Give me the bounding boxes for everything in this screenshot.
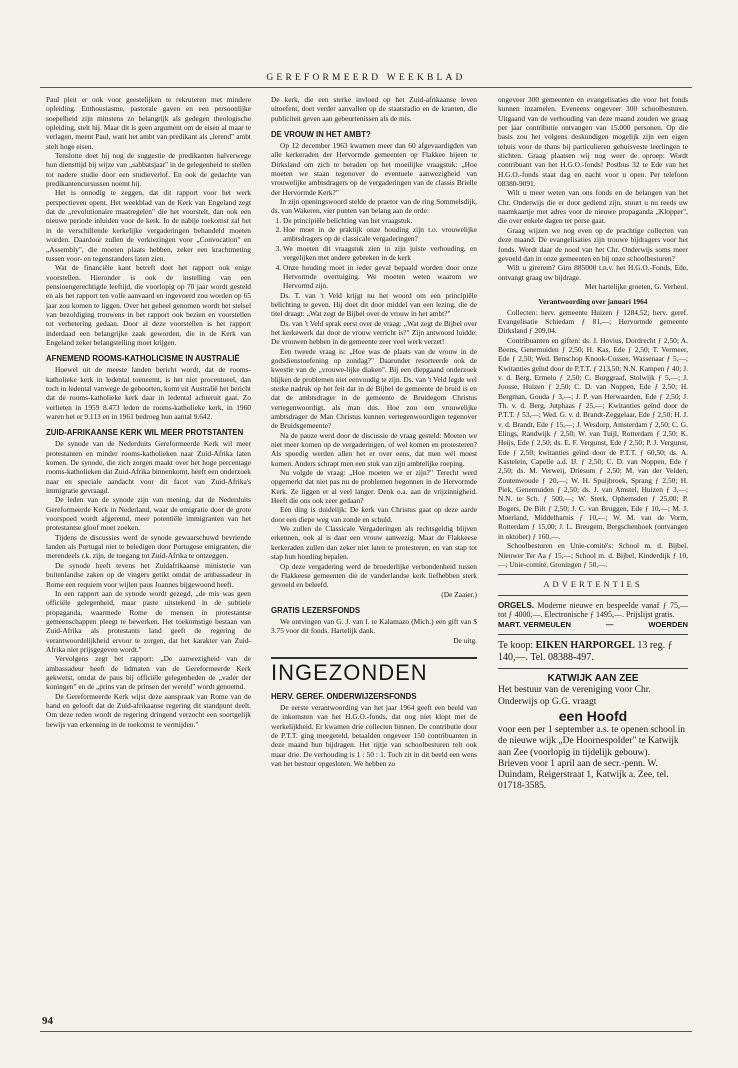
paragraph: ongeveer 300 gemeenten en evangelisaties die voor het fonds kunnen inzamelen. Eveneens ongeveer 300 schoolbesturen. Uitgaand van de verhouding van deze maand zouden we graag per jaar contributie ontvangen van 15.000 personen. Op die basis zou het volgens deskundigen mogelijk zijn een eigen tehuis voor de thans bij particulieren gehuisveste leerlingen te stichten. Graag plaatsen wij nog weer de oproep: Wordt contribuant van het H.G.O.-fonds! Postbus 32 te Ede van het H.G.O.-fonds staat dag en nacht voor u open. Per telefoon 08380-9091.	[498, 95, 688, 189]
paragraph: De kerk, die een sterke invloed op het Zuid-afrikaanse leven uitoefent, doet verder aanvallen op de staatsradio en de kranten, die publiciteit geven aan gebeurtenissen als de mis.	[271, 95, 477, 123]
paragraph: Hoewel uit de meeste landen bericht wordt, dat de rooms-katholieke kerk in ledental toeneemt, is het niet procentueel, dan toch in ledental vanwege de geboorten, komt uit Australië het bericht dat de rooms-katholieke kerk daar in ledental achteruit gaat. Zo verlieten in 1959 8.473 leden de rooms-katholieke kerk, in 1960 waren het er 9.113 en in 1961 bedroeg hun aantal 9.642.	[46, 365, 251, 421]
ad-harporgel-lead: Te koop:	[498, 640, 536, 652]
page-number: 94	[42, 1015, 53, 1027]
paragraph: Na de pauze werd door de discussie de vraag gesteld: Moeten we niet meer komen op de vergaderingen, of wel komen en protesteren? Als spoedig werden allen het er over eens, dat men wél moest komen. Anders schrapt men een stuk van zijn ambtelijke roeping.	[271, 430, 477, 468]
ads-divider	[498, 634, 688, 635]
paragraph: We zullen de Classicale Vergaderingen als rechtsgeldig blijven erkennen, ook al is daar een vrouw aanwezig. Maar de Flakkeese kerkeraden zullen dan zeker niet laten te protesteren, en van stap tot stap hun houding bepalen.	[271, 524, 477, 562]
ad-advertiser-place: WOERDEN	[648, 619, 688, 629]
paragraph: Collecten: herv. gemeente Huizen ƒ 1284,52; herv. geref. Evangelisatie Schiedam ƒ 81,—; Hervormde gemeente Dirksland ƒ 209,04.	[498, 307, 688, 336]
paragraph: Graag wijzen we nog even op de prachtige collecten van deze maand. De evangelisaties zijn trouwe bijdragers voor het fonds. Wordt daar de nood van het Chr. Onderwijs soms meer gevoeld dan in onze gemeenten en bij onze schoolbesturen?	[498, 225, 688, 263]
section-heading: DE VROUW IN HET AMBT?	[271, 130, 371, 140]
column-2	[271, 95, 477, 1000]
footer-divider	[40, 1031, 692, 1032]
ad-katwijk-intro: Het bestuur van de vereniging voor Chr. Onderwijs op G.G. vraagt	[498, 685, 651, 707]
numbered-list	[271, 216, 477, 291]
signature: Met hartelijke groeten, G. Verheul.	[584, 281, 688, 291]
ad-katwijk-position: een Hoofd	[558, 707, 628, 724]
paragraph: Ds. T. van 't Veld krijgt nu het woord om een principiële belichting te geven. Hij doet dit door middel van een lezing, die de titel draagt: „Wat zegt de Bijbel over de vrouw in het ambt?"	[271, 290, 477, 319]
paragraph: Wat de financiële kant betreft doet het rapport ook enige voorstellen. Hieronder is ook de instelling van een pensioengerechtigde leeftijd, die voorlopig op 70 jaar wordt gesteld en als het rapport ten volle aanvaard en ingevoerd zou worden op 65 jaar zou komen te liggen. Over het geheel genomen wordt het stelsel van bezoldiging trouwens in het rapport ook bezien en voorstellen tot verbetering gedaan. Door al deze voorstellen is het rapport inderdaad een belangrijke zaak geworden, die in de Kerk van Engeland zeker belangstelling moet krijgen.	[46, 263, 251, 347]
ad-katwijk-contact: Brieven voor 1 april aan de secr.-penn. W. Duindam, Reigerstraat 1, Katwijk a. Zee, tel. 01718-3585.	[498, 758, 669, 792]
ads-divider	[498, 595, 688, 596]
paragraph: Vervolgens zegt het rapport: „De aanwezigheid van de ambassadeur heeft de lidmaten van de Gereformeerde Kerk gekwetst, omdat de paus bij officiële gelegenheden de „vader der koningen" en de „prins van de prinsen der wereld" wordt genoemd.	[46, 654, 251, 692]
paragraph: We ontvingen van G. J. van I. te Kalamazo (Mich.) een gift van $ 3.75 voor dit fonds. Hartelijk dank.	[271, 616, 477, 636]
paragraph: Wilt u meer weten van ons fonds en de belangen van het Chr. Onderwijs die er door gediend zijn, stuurt u nu reeds uw naamkaartje met adres voor de nieuwe propaganda „Klopper", die over enkele dagen ter perse gaat.	[498, 188, 688, 226]
ingezonden-heading: INGEZONDEN	[271, 657, 477, 685]
list-item: 2. Hoe moet in de praktijk onze houding zijn t.o. vrouwelijke ambtsdragers op de classicale vergaderingen?	[283, 225, 477, 244]
ad-orgels-lead: ORGELS.	[498, 600, 535, 610]
paragraph: De eerste verantwoording van het jaar 1964 geeft een beeld van de inkomsten van het H.G.O.-fonds, dat nog niet klopt met de werkelijkheid. Er kwamen drie collecten binnen. De contributie door de P.T.T. ging meegeteld, betaalden ongeveer 150 contribuanten in deze maand hun bijdragen. Het rijtje van schoolbesturen telt ook maar drie. De verhouding is 1 : 50 : 1. Toch zit in dit beeld een wens van het bestuur opgesloten. We hebben zo	[271, 702, 477, 768]
paragraph: Nu volgde de vraag: „Hoe moeten we er zijn?" Terecht werd opgemerkt dat niet pas nu de problemen begonnen in de Hervormde Kerk. Ze liggen er al veel langer. Denk o.a. aan de vrijzinnigheid. Heeft die ons ook zeer gedaan?	[271, 468, 477, 506]
paragraph: Een tweede vraag is: „Hoe was de plaats van de vrouw in de godsdienstoefening op zondag?" Daaronder resorteerde ook de kwestie van de „vrouwe-lijke diaken". Bij een diepgaand onderzoek blijken de problemen niet eenvoudig te zijn. Ds. van 't Veld legde wel sterke nadruk op het feit dat in de Bijbel de gemeente de bruid is en dat de ambtsdrager in de gemeente de Bruidegom Christus vertegenwoordigt, als man dus. Hoe zou een vrouwelijke ambtsdrager de Man Christus kunnen vertegenwoordigen tegenover de Bruidsgemeente?	[271, 346, 477, 431]
section-heading: GRATIS LEZERSFONDS	[271, 605, 361, 615]
column-1	[46, 95, 251, 1005]
paragraph: Tijdens de discussies werd de synode gewaarschuwd bevriende landen als Portugal niet te beledigen door Portugese emigranten, die merendeels r.k. zijn, de toegang tot Zuid-Afrika te ontzeggen.	[46, 532, 251, 561]
paragraph: Eén ding is duidelijk: De kerk van Christus gaat op deze aarde door een diepe weg van zonde en schuld.	[271, 505, 477, 524]
paragraph: De synode van de Nederduits Gereformeerde Kerk wil meer protestanten en minder rooms-katholieken naar Zuid-Afrika laten komen. De synode, die zich zorgen maakt over het hoge percentage rooms-katholieken dat Zuid-Afrika binnenkomt, heeft een onderzoek naar en speciale aandacht voor dit facet van Zuid-Afrika's immigratie gevraagd.	[46, 439, 251, 496]
ad-orgels-text: Moderne nieuwe en bespeelde vanaf ƒ 75,— tot ƒ 4000,—. Electronische ƒ 1495,—. Prijslijst gratis.	[498, 600, 688, 620]
ad-orgels	[498, 601, 688, 620]
ad-katwijk-body: voor een per 1 september a.s. te openen school in de nieuwe wijk „De Hoornespolder" te Katwijk aan Zee (voorlopig in tijdelijk gebouw).	[498, 725, 686, 758]
paragraph: Tenslotte doet hij nog de suggestie de predikanten halverwege hun diensttijd bij wijze van „sabbatsjaar" in de gelegenheid te stellen tot nadere studie door een studieverlof. En ook de gedachte van predikantencursussen noemt hij.	[46, 151, 251, 189]
header-divider	[40, 87, 692, 88]
paragraph: Op 12 december 1963 kwamen meer dan 60 afgevaardigden van alle kerkeraden der Hervormde gemeenten op Flakkee bijeen te Dirksland om zich te beraden op het moeilijke vraagstuk: „Hoe moeten we staan tegenover de eventuele aanwezigheid van vrouwelijke ambtsdragers op de vergaderingen van de classis Brielle der Hervormde Kerk?"	[271, 141, 477, 197]
paragraph: De synode heeft tevens het Zuidafrikaanse ministerie van buitenlandse zaken op de vingers getikt omdat de ambassadeur in Rome een requiem voor wijlen paus Joannes bijgewoond heeft.	[46, 560, 251, 589]
paragraph: Schoolbesturen en Unie-comité's: School m. d. Bijbel, Nieuwer Ter Aa ƒ 15,—; School m. d. Bijbel, Kinderdijk ƒ 10,—; Unie-comité, Groningen ƒ 50,—.	[498, 541, 688, 569]
source-attribution: (De Zaaier.)	[441, 589, 477, 599]
ads-title: ADVERTENTIES	[543, 579, 643, 590]
accounts-heading: Verantwoording over januari 1964	[538, 297, 648, 307]
ad-harporgel-name: EIKEN HARPORGEL	[535, 640, 635, 652]
ad-harporgel-text: 13 reg. ƒ 140,—. Tel. 08388-497.	[498, 640, 673, 663]
paragraph: De Gereformeerde Kerk wijst deze aanspraak van Rome van de hand en gelooft dat de Zuid-afrikaanse regering dit standpunt deelt. Om deze reden wordt de regering dringend verzocht een soortgelijk bewijs van erkenning in de toekomst te vermijden."	[46, 691, 251, 729]
list-item: 4. Onze houding moet in ieder geval bepaald worden door onze Hervormde overtuiging. We moeten weten waarom we Hervormd zijn.	[283, 263, 477, 291]
section-heading: AFNEMEND ROOMS-KATHOLICISME IN AUSTRALIË	[46, 354, 240, 364]
signature: De uitg.	[453, 635, 477, 645]
paragraph: De leden van de synode zijn van mening, dat de Nederduits Gereformeerde Kerk in Nederland, waar de emigratie door de grote voorspoed wordt afgeremd, meer potentiële immigranten van het protestantse gloof moet zoeken.	[46, 495, 251, 533]
paragraph: Het is onnodig te zeggen, dat dit rapport voor het werk perspectieven opent. Het weekblad van de Kerk van Engeland zegt dat de „revolutionaire maatregelen" die het voorstelt, dan ook een nieuwe periode inluiden voor de kerk. In de nabije toekomst zal het in de verschillende kerkelijke vergaderingen behandeld moeten worden. Daardoor zullen de verkiezingen voor „Convocation" en „Assembly", die moeten plaats hebben, zeker een krachtmeting tussen voor- en tegenstanders laten zien.	[46, 188, 251, 263]
section-heading: HERV. GEREF. ONDERWIJZERSFONDS	[271, 691, 417, 701]
ad-katwijk-title: KATWIJK AAN ZEE	[547, 673, 639, 685]
page	[40, 0, 692, 1068]
paragraph: In zijn openingswoord stelde de praetor van de ring Sommelsdijk, ds. van Wakeren, vier punten van belang aan de orde:	[271, 197, 477, 216]
list-item: 3. We moeten dit vraagstuk zien in zijn juiste verhouding, en vergelijken met andere gebreken in de kerk	[283, 244, 477, 263]
ad-advertiser-dash: —	[605, 619, 614, 629]
ad-advertiser-name: MART. VERMEULEN	[498, 619, 571, 629]
list-item: 1. De principiële belichting van het vraagstuk.	[283, 216, 477, 225]
ad-harporgel	[498, 640, 688, 663]
paragraph: In een rapport aan de synode wordt gezegd, „de mis was geen officiële gelegenheid, maar paste uitstekend in de subtiele propaganda, waarmede Rome de mensen in protestantse gemeenschappen pleegt te bewerken. Het toekomstige bestaan van Zuid-Afrika als protestants land geeft de regering de verantwoordelijkheid ervoor te zorgen, dat het karakter van Zuid-Afrika niet prijsgegeven wordt."	[46, 588, 251, 654]
column-3	[498, 95, 688, 1000]
ads-divider	[498, 574, 688, 575]
paragraph: Op deze vergadering werd de broederlijke verbondenheid tussen de Flakkeese gemeenten die de vanderlandse kerk liefhebben sterk gevoeld en beleefd.	[271, 561, 477, 590]
ads-divider	[498, 668, 688, 669]
paragraph: Paul pleit er ook voor geestelijken te rekruteren met mindere opleiding. Enthousiasme, pastorale gaven en een persoonlijke soepelheid zijn minstens zo belangrijk als gedegen theologische opleiding, stelt hij. Maar dit is geen argument om de eisen al maar te verlagen, meent Paul, want het ambt van predikant als „lerend" ambt stelt hoge eisen.	[46, 95, 251, 151]
section-heading: ZUID-AFRIKAANSE KERK WIL MEER PROTSTANTEN	[46, 428, 244, 438]
running-header: GEREFORMEERD WEEKBLAD	[266, 73, 466, 83]
paragraph: Wilt u girerem? Giro 885000 t.n.v. het H.G.O.-Fonds, Ede, ontvangt graag uw bijdrage.	[498, 263, 688, 282]
paragraph: Contribuanten en giften: ds. J. Hovius, Dordrecht ƒ 2,50; A. Beens, Genemuiden ƒ 2,50; H. Kas, Ede ƒ 2,50; T. Vermeer, Ede ƒ 2,50; Wed. Benschop Knook-Cossee, Wassenaar ƒ 5,—; Kwitanties geïnd door de P.T.T. ƒ 213,50; N.N. Kampen ƒ 40; J. v. d. Berg, Ermelo ƒ 2,50; C. Burggraaf, Stolwijk ƒ 5,—; J. Joosse, Huizen ƒ 2,50; C. D. van Noppen, Ede ƒ 2,50; H. Bergman, Gouda ƒ 3,—; J. P. van Herwaarden, Ede ƒ 2,50; J. Th. v. d. Berg, Jutphaas ƒ 25,—; Kwitanties geïnd door de P.T.T. ƒ 53,—; Wed. G. v. d. Brandt-Zeggelaar, Ede ƒ 2,50; H. J. v. d. Brandt, Ede ƒ 15,—; J. Wesdorp, Amsterdam ƒ 2,50; C. G. Elings, Randwijk ƒ 2,50; W. van Tuijl, Rotterdam ƒ 2,50; K. Heijs, Ede ƒ 2,50; ds. E. F. Vergunst, Ede ƒ 2,50; P. J. Vergunst, Ede ƒ 2,50; kwitanties geïnd door de P.T.T. ƒ 60,50; ds. A. Kastelein, Capelle a.d. IJ. ƒ 2,50; C. D. van Noppen, Ede ƒ 2,50; ds. M. Verweij, Driesum ƒ 2,50; M. van der Velden, Zoutenwoude ƒ 20,—; W. H. Spuijbroek, Sprang ƒ 2,50; H. Piek, Genemuiden ƒ 2,50; ds. J. van Amstel, Huizen ƒ 3,—; N.N. te Sch. ƒ 500,—; W. Sterk, Ophemsden ƒ 25,00; P. Bogers, De Bilt ƒ 2,50; J. C. van Bruggen, Ede ƒ 10,—; M. J. Moerland, Middelharnis ƒ 10,—; W. M. van de Vorm, Rotterdam ƒ 15,00; J. L. Breugem, Bergschenhoek (ontvangen in oktober) ƒ 160,—.	[498, 335, 688, 541]
paragraph: Ds. van 't Veld sprak eerst over de vraag: „Wat zegt de Bijbel over het kerkewerk dat door de vrouw verricht is?" Zijn antwoord luidde: De vrouwen hebben in de gemeente zeer veel werk verzet!	[271, 318, 477, 347]
ad-advertiser-row	[498, 620, 688, 629]
